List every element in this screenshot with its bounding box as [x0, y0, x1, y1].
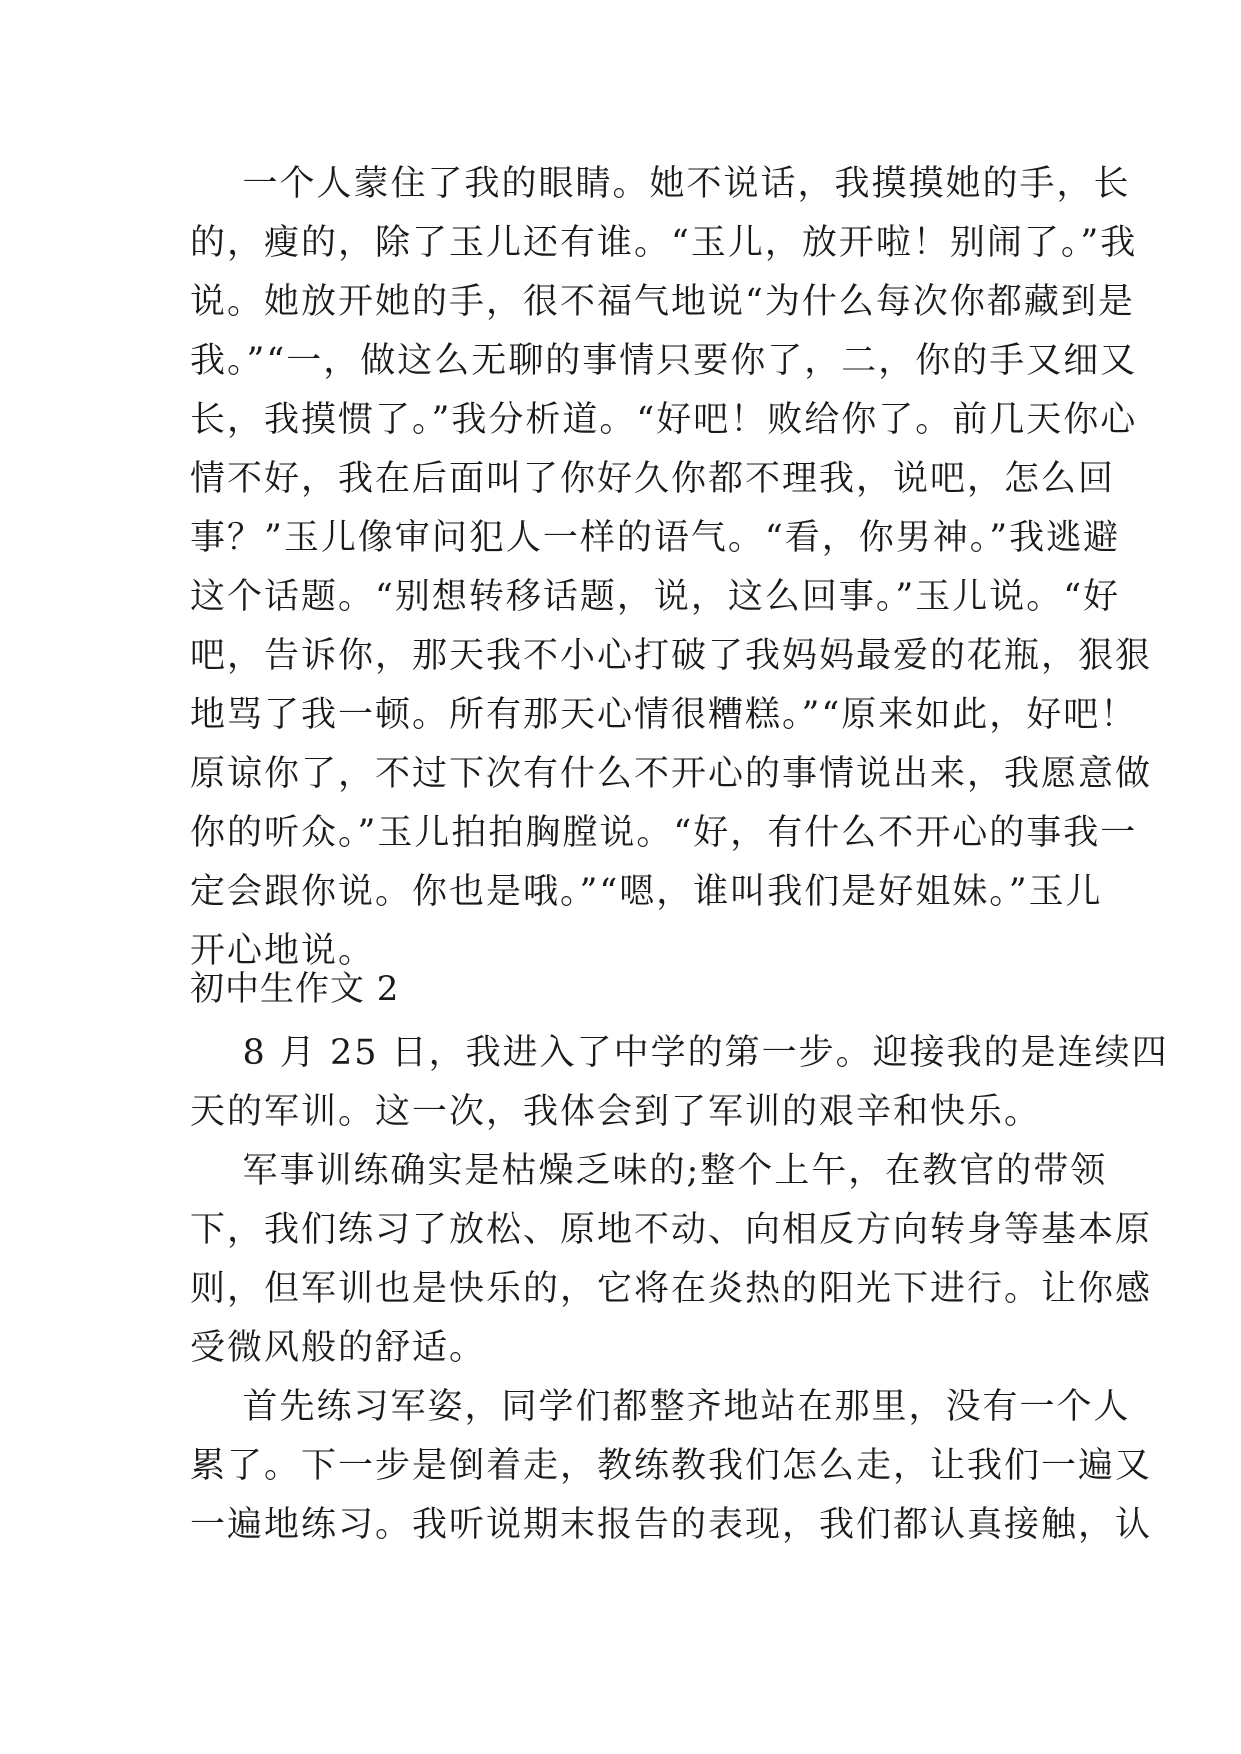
text-line: 的，瘦的，除了玉儿还有谁。“玉儿，放开啦！别闹了。”我 — [190, 223, 1138, 263]
text-line: 地骂了我一顿。所有那天心情很糟糕。”“原来如此，好吧！ — [190, 695, 1138, 735]
text-line: 累了。下一步是倒着走，教练教我们怎么走，让我们一遍又 — [190, 1446, 1153, 1486]
text-line: 你的听众。”玉儿拍拍胸膛说。“好，有什么不开心的事我一 — [190, 813, 1138, 853]
text-line: 事？”玉儿像审问犯人一样的语气。“看，你男神。”我逃避 — [190, 518, 1121, 558]
text-line: 吧，告诉你，那天我不小心打破了我妈妈最爱的花瓶，狠狠 — [190, 636, 1153, 676]
text-line: 则，但军训也是快乐的，它将在炎热的阳光下进行。让你感 — [190, 1269, 1153, 1309]
essay-paragraph-2 — [190, 1142, 1153, 1378]
text-line: 一个人蒙住了我的眼睛。她不说话，我摸摸她的手，长 — [190, 164, 1131, 204]
text-line: 军事训练确实是枯燥乏味的;整个上午，在教官的带领 — [190, 1151, 1108, 1191]
text-line: 说。她放开她的手，很不福气地说“为什么每次你都藏到是 — [190, 282, 1135, 322]
text-line: 开心地说。 — [190, 931, 376, 971]
text-line: 受微风般的舒适。 — [190, 1328, 487, 1368]
text-line: 下，我们练习了放松、原地不动、向相反方向转身等基本原 — [190, 1210, 1153, 1250]
text-line: 首先练习军姿，同学们都整齐地站在那里，没有一个人 — [190, 1387, 1131, 1427]
text-line: 我。”“一，做这么无聊的事情只要你了，二，你的手又细又 — [190, 341, 1138, 381]
text-line: 原谅你了，不过下次有什么不开心的事情说出来，我愿意做 — [190, 754, 1153, 794]
essay-heading-2: 初中生作文 2 — [190, 969, 400, 1009]
text-line: 这个话题。“别想转移话题，说，这么回事。”玉儿说。“好 — [190, 577, 1121, 617]
story-paragraph-1 — [190, 155, 1153, 981]
text-line: 定会跟你说。你也是哦。”“嗯，谁叫我们是好姐妹。”玉儿 — [190, 872, 1103, 912]
text-line: 一遍地练习。我听说期末报告的表现，我们都认真接触，认 — [190, 1505, 1153, 1545]
text-line: 长，我摸惯了。”我分析道。“好吧！败给你了。前几天你心 — [190, 400, 1138, 440]
text-line: 8 月 25 日，我进入了中学的第一步。迎接我的是连续四 — [190, 1033, 1169, 1073]
essay-paragraph-3 — [190, 1378, 1153, 1555]
essay-paragraph-1 — [190, 1024, 1169, 1142]
text-line: 情不好，我在后面叫了你好久你都不理我，说吧，怎么回 — [190, 459, 1116, 499]
text-line: 天的军训。这一次，我体会到了军训的艰辛和快乐。 — [190, 1092, 1042, 1132]
